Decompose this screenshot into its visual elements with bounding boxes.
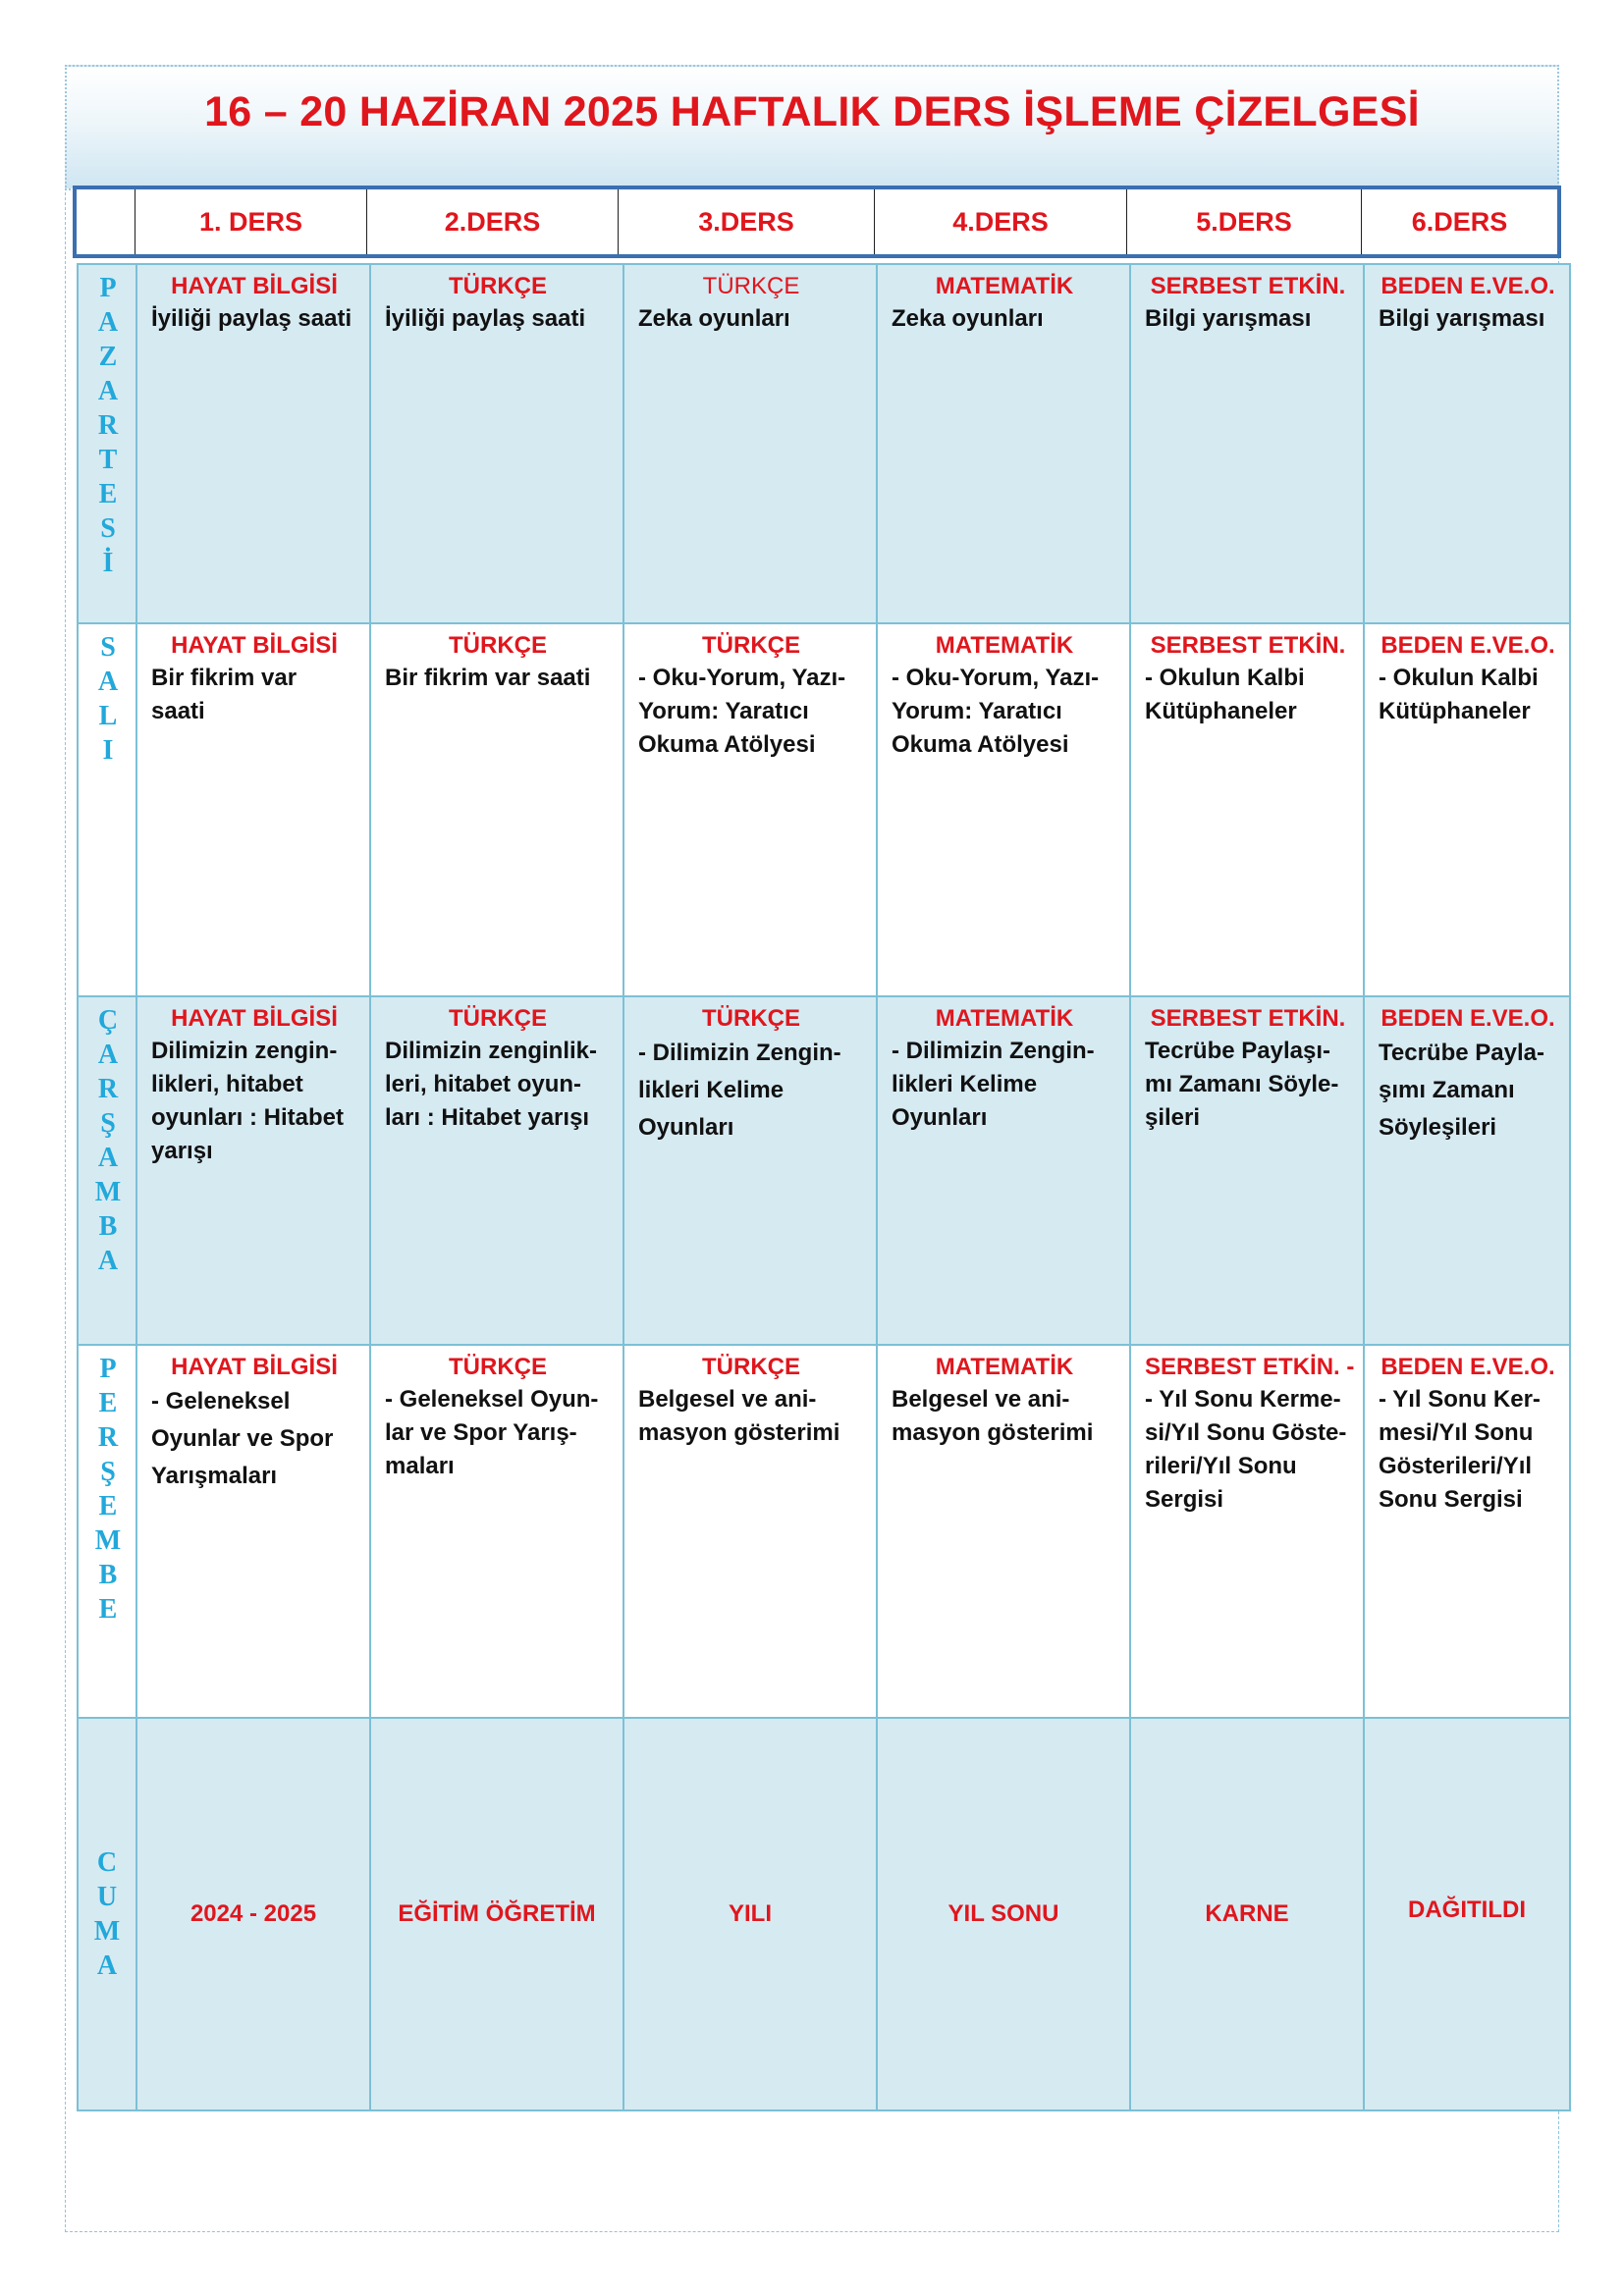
lesson-cell	[1364, 1345, 1570, 1718]
cuma-row	[78, 1718, 1570, 2110]
day-label-cell	[78, 996, 136, 1345]
lesson-cell	[1130, 1345, 1364, 1718]
day-letter: M	[93, 1916, 121, 1947]
day-letter: R	[97, 1422, 119, 1453]
day-letter: R	[97, 410, 119, 441]
header-lesson-1: 1. DERS	[135, 189, 367, 254]
subject-label: BEDEN E.VE.O.	[1380, 273, 1555, 299]
cuma-cell-3	[623, 1718, 877, 2110]
subject-label: HAYAT BİLGİSİ	[171, 632, 338, 659]
day-letter: U	[96, 1882, 118, 1912]
subject-label: TÜRKÇE	[449, 632, 547, 659]
lesson-cell	[877, 264, 1130, 623]
cuma-text: DAĞITILDI	[1408, 1896, 1526, 1923]
day-letter: P	[99, 1354, 117, 1384]
day-letter: Ş	[100, 1108, 116, 1139]
day-row	[78, 623, 1570, 996]
subject-label: HAYAT BİLGİSİ	[171, 273, 338, 299]
day-letter: İ	[102, 548, 114, 578]
day-letter: R	[97, 1074, 119, 1104]
day-letter: A	[97, 1040, 119, 1070]
lesson-cell	[136, 264, 370, 623]
day-label-cuma	[79, 1845, 135, 1983]
day-letter: Ç	[97, 1005, 119, 1036]
activity-text: İyiliği paylaş saati	[385, 305, 586, 332]
day-letter: Z	[98, 342, 118, 372]
day-letter: A	[97, 376, 119, 406]
header-lesson-2: 2.DERS	[367, 189, 619, 254]
activity-text: - Yıl Sonu Ker- mesi/Yıl Sonu Gösterileri/Yıl Sonu Sergisi	[1379, 1386, 1541, 1513]
activity-text: Tecrübe Paylaşı- mı Zamanı Söyle- şileri	[1145, 1038, 1339, 1131]
day-letter: E	[98, 1388, 118, 1418]
lesson-cell	[877, 1345, 1130, 1718]
header-lesson-4: 4.DERS	[875, 189, 1127, 254]
subject-label: BEDEN E.VE.O.	[1380, 1005, 1555, 1032]
cuma-cell-5	[1130, 1718, 1364, 2110]
activity-text: - Dilimizin Zengin- likleri Kelime Oyunları	[638, 1040, 841, 1141]
day-letter: B	[98, 1560, 118, 1590]
lesson-cell	[1364, 264, 1570, 623]
lesson-cell	[877, 996, 1130, 1345]
lesson-cell	[623, 623, 877, 996]
day-letter: E	[98, 1491, 118, 1522]
activity-text: Zeka oyunları	[892, 305, 1044, 332]
lesson-cell	[1364, 623, 1570, 996]
lesson-cell	[370, 623, 623, 996]
activity-text: Bir fikrim var saati	[151, 665, 298, 724]
lesson-cell	[623, 996, 877, 1345]
activity-text: Tecrübe Payla- şımı Zamanı Söyleşileri	[1379, 1040, 1544, 1141]
subject-label: SERBEST ETKİN.	[1150, 1005, 1346, 1032]
header-corner-cell	[77, 189, 135, 254]
day-letter: S	[100, 513, 116, 544]
day-letter: P	[99, 273, 117, 303]
cuma-cell-4	[877, 1718, 1130, 2110]
activity-text: Bilgi yarışması	[1379, 305, 1545, 332]
lesson-cell	[623, 1345, 877, 1718]
lesson-cell	[877, 623, 1130, 996]
activity-text: - Geleneksel Oyun- lar ve Spor Yarış- maları	[385, 1386, 599, 1479]
activity-text: Belgesel ve ani- masyon gösterimi	[892, 1386, 1094, 1446]
cuma-text: EĞİTİM ÖĞRETİM	[398, 1900, 596, 1927]
day-label-pazartesi	[92, 271, 124, 580]
header-lesson-3: 3.DERS	[619, 189, 875, 254]
day-letter: E	[98, 479, 118, 509]
subject-label: TÜRKÇE	[702, 273, 800, 299]
day-label-carsamba	[92, 1003, 124, 1278]
cuma-cell-1	[136, 1718, 370, 2110]
day-letter: I	[102, 735, 114, 766]
subject-label: TÜRKÇE	[702, 632, 800, 659]
subject-label: TÜRKÇE	[449, 273, 547, 299]
day-letter: A	[96, 1950, 118, 1981]
lesson-cell	[1130, 996, 1364, 1345]
subject-label: BEDEN E.VE.O.	[1380, 632, 1555, 659]
day-letter: C	[96, 1847, 118, 1878]
activity-text: - Oku-Yorum, Yazı- Yorum: Yaratıcı Okuma Atölyesi	[892, 665, 1100, 758]
activity-text: Dilimizin zengin- likleri, hitabet oyunları : Hitabet yarışı	[151, 1038, 345, 1164]
subject-label: TÜRKÇE	[702, 1354, 800, 1380]
subject-label: MATEMATİK	[935, 632, 1074, 659]
day-label-persembe	[92, 1352, 124, 1627]
cuma-text: 2024 - 2025	[189, 1900, 317, 1927]
activity-text: Belgesel ve ani- masyon gösterimi	[638, 1386, 840, 1446]
activity-text: Dilimizin zenginlik- leri, hitabet oyun- ları : Hitabet yarışı	[385, 1038, 598, 1131]
subject-label: SERBEST ETKİN. -	[1145, 1354, 1355, 1380]
day-label-cell	[78, 1345, 136, 1718]
subject-label: SERBEST ETKİN.	[1150, 632, 1346, 659]
activity-text: Zeka oyunları	[638, 305, 790, 332]
day-letter: L	[98, 701, 118, 731]
subject-label: TÜRKÇE	[449, 1354, 547, 1380]
day-label-sali	[92, 630, 124, 768]
day-label-cell	[78, 623, 136, 996]
lesson-cell	[1130, 264, 1364, 623]
subject-label: HAYAT BİLGİSİ	[171, 1354, 338, 1380]
header-lesson-6: 6.DERS	[1411, 206, 1508, 237]
cuma-cell-6	[1364, 1718, 1570, 2110]
day-letter: T	[98, 445, 118, 475]
subject-label: MATEMATİK	[935, 1354, 1074, 1380]
day-letter: S	[100, 632, 116, 663]
lesson-cell	[1130, 623, 1364, 996]
lesson-cell	[370, 264, 623, 623]
activity-text: Bir fikrim var saati	[385, 665, 591, 691]
lesson-cell	[1364, 996, 1570, 1345]
lesson-cell	[136, 623, 370, 996]
lesson-header-row	[73, 186, 1561, 258]
lesson-cell	[136, 996, 370, 1345]
subject-label: MATEMATİK	[935, 273, 1074, 299]
header-lesson-5: 5.DERS	[1127, 189, 1362, 254]
day-letter: Ş	[100, 1457, 116, 1487]
cuma-cell-2	[370, 1718, 623, 2110]
day-label-cell	[78, 1718, 136, 2110]
lesson-cell	[370, 1345, 623, 1718]
page-title: 16 – 20 HAZİRAN 2025 HAFTALIK DERS İŞLEME ÇİZELGESİ	[204, 88, 1420, 135]
cuma-text: YILI	[728, 1900, 772, 1927]
activity-text: - Okulun Kalbi Kütüphaneler	[1379, 665, 1539, 724]
cuma-text: YIL SONU	[947, 1900, 1059, 1927]
activity-text: - Oku-Yorum, Yazı- Yorum: Yaratıcı Okuma Atölyesi	[638, 665, 846, 758]
activity-text: - Yıl Sonu Kerme- si/Yıl Sonu Göste- rileri/Yıl Sonu Sergisi	[1145, 1386, 1347, 1513]
day-letter: A	[97, 1143, 119, 1173]
activity-text: İyiliği paylaş saati	[151, 305, 352, 332]
day-letter: B	[98, 1211, 118, 1242]
lesson-cell	[623, 264, 877, 623]
cuma-text: KARNE	[1205, 1900, 1289, 1927]
day-letter: A	[97, 1246, 119, 1276]
day-letter: A	[97, 307, 119, 338]
day-label-cell	[78, 264, 136, 623]
activity-text: - Dilimizin Zengin- likleri Kelime Oyunları	[892, 1038, 1095, 1131]
activity-text: - Geleneksel Oyunlar ve Spor Yarışmaları	[151, 1388, 334, 1489]
subject-label: HAYAT BİLGİSİ	[171, 1005, 338, 1032]
title-banner	[65, 65, 1559, 190]
subject-label: SERBEST ETKİN.	[1150, 273, 1346, 299]
day-letter: M	[94, 1525, 122, 1556]
day-row	[78, 996, 1570, 1345]
lesson-cell	[370, 996, 623, 1345]
subject-label: BEDEN E.VE.O.	[1380, 1354, 1555, 1380]
subject-label: MATEMATİK	[935, 1005, 1074, 1032]
schedule-table	[77, 263, 1571, 2111]
day-row	[78, 264, 1570, 623]
day-letter: M	[94, 1177, 122, 1207]
activity-text: - Okulun Kalbi Kütüphaneler	[1145, 665, 1305, 724]
subject-label: TÜRKÇE	[449, 1005, 547, 1032]
day-letter: E	[98, 1594, 118, 1625]
subject-label: TÜRKÇE	[702, 1005, 800, 1032]
day-row	[78, 1345, 1570, 1718]
lesson-cell	[136, 1345, 370, 1718]
day-letter: A	[97, 667, 119, 697]
activity-text: Bilgi yarışması	[1145, 305, 1312, 332]
